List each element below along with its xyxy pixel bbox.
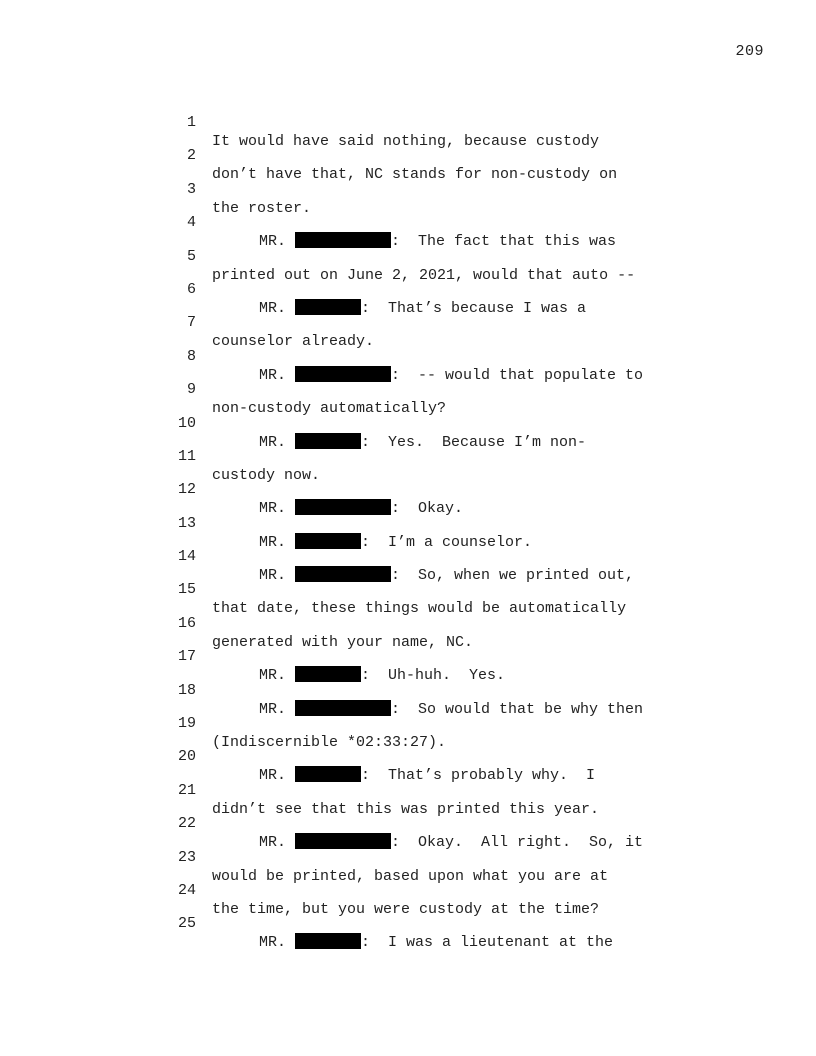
speaker-prefix: MR. <box>259 433 287 451</box>
line-text: generated with your name, NC. <box>212 633 474 651</box>
line-number: 8 <box>186 347 196 365</box>
transcript-line <box>0 328 816 384</box>
line-text-content: : Okay. All right. So, it <box>391 834 644 852</box>
speaker-prefix: MR. <box>259 500 287 518</box>
transcript-line <box>0 628 816 685</box>
line-text: non-custody automatically? <box>212 400 447 418</box>
line-number: 1 <box>186 114 196 131</box>
speaker-prefix: MR. <box>259 299 287 317</box>
transcript-line <box>0 361 816 418</box>
line-number: 22 <box>177 815 196 833</box>
speaker-prefix: MR. <box>259 366 287 384</box>
transcript-line <box>0 127 816 184</box>
transcript-line <box>0 495 816 551</box>
line-text-content: : I was a lieutenant at the <box>361 934 614 952</box>
speaker-prefix: MR. <box>259 700 287 718</box>
line-text-content: : Okay. <box>391 500 464 518</box>
line-number: 12 <box>177 481 196 499</box>
transcript-line <box>0 94 816 150</box>
line-text: don’t have that, NC stands for non-custody on <box>212 166 618 184</box>
line-number: 18 <box>177 681 196 699</box>
line-text: didn’t see that this was printed this year. <box>212 800 600 818</box>
line-number: 25 <box>177 915 196 933</box>
transcript-line <box>0 428 816 484</box>
line-text-content: : -- would that populate to <box>391 366 644 384</box>
line-text: counselor already. <box>212 333 375 351</box>
transcript-line <box>0 228 816 284</box>
transcript-line <box>0 395 816 451</box>
transcript-line <box>0 561 816 618</box>
line-number: 13 <box>177 514 196 532</box>
line-text: that date, these things would be automatically <box>212 600 627 618</box>
line-number: 10 <box>177 414 196 432</box>
speaker-prefix: MR. <box>259 834 287 852</box>
line-number: 16 <box>177 614 196 632</box>
line-number: 11 <box>177 447 196 465</box>
line-text-content: : So, when we printed out, <box>391 567 635 585</box>
line-number: 21 <box>177 781 196 799</box>
speaker-prefix: MR. <box>259 934 287 952</box>
line-text-content: : I’m a counselor. <box>361 533 533 551</box>
line-text-content: : That’s probably why. I <box>361 767 596 785</box>
transcript-line <box>0 829 816 885</box>
transcript-line <box>0 261 816 317</box>
redaction-bar <box>295 933 361 949</box>
line-text: printed out on June 2, 2021, would that auto -- <box>212 266 636 284</box>
transcript-line <box>0 662 816 718</box>
line-text <box>212 933 613 952</box>
transcript-line <box>0 695 816 752</box>
transcript-line <box>0 862 816 918</box>
speaker-prefix: MR. <box>259 533 287 551</box>
line-number: 4 <box>186 214 196 232</box>
line-number: 7 <box>186 314 196 332</box>
transcript-line <box>0 795 816 852</box>
line-text-content: : So would that be why then <box>391 700 644 718</box>
transcript-body <box>0 94 816 952</box>
line-number: 3 <box>186 180 196 198</box>
line-number: 24 <box>177 881 196 899</box>
transcript-line <box>0 728 816 785</box>
line-number: 14 <box>177 548 196 566</box>
transcript-line <box>0 762 816 818</box>
transcript-line <box>0 895 816 952</box>
line-number: 5 <box>186 247 196 265</box>
line-text: the time, but you were custody at the time? <box>212 900 600 918</box>
line-text: It would have said nothing, because custody <box>212 133 600 150</box>
line-number: 17 <box>177 648 196 666</box>
line-text-content: : Yes. Because I’m non- <box>361 433 587 451</box>
page-number: 209 <box>735 43 764 60</box>
line-text-content: : The fact that this was <box>391 233 617 251</box>
speaker-prefix: MR. <box>259 567 287 585</box>
line-text: would be printed, based upon what you are at <box>212 867 609 885</box>
line-number: 23 <box>177 848 196 866</box>
transcript-line <box>0 194 816 251</box>
line-number: 20 <box>177 748 196 766</box>
line-text: custody now. <box>212 466 321 484</box>
line-text-content: : That’s because I was a <box>361 299 587 317</box>
transcript-line <box>0 528 816 585</box>
line-text: (Indiscernible *02:33:27). <box>212 734 447 752</box>
speaker-prefix: MR. <box>259 233 287 251</box>
transcript-line <box>0 595 816 651</box>
line-number: 19 <box>177 715 196 733</box>
line-number: 6 <box>186 280 196 298</box>
transcript-line <box>0 294 816 351</box>
line-number: 2 <box>186 147 196 165</box>
line-text: the roster. <box>212 199 312 217</box>
line-number: 15 <box>177 581 196 599</box>
speaker-prefix: MR. <box>259 667 287 685</box>
transcript-line <box>0 461 816 518</box>
speaker-prefix: MR. <box>259 767 287 785</box>
transcript-line <box>0 161 816 217</box>
line-number: 9 <box>186 381 196 399</box>
line-text-content: : Uh-huh. Yes. <box>361 667 506 685</box>
